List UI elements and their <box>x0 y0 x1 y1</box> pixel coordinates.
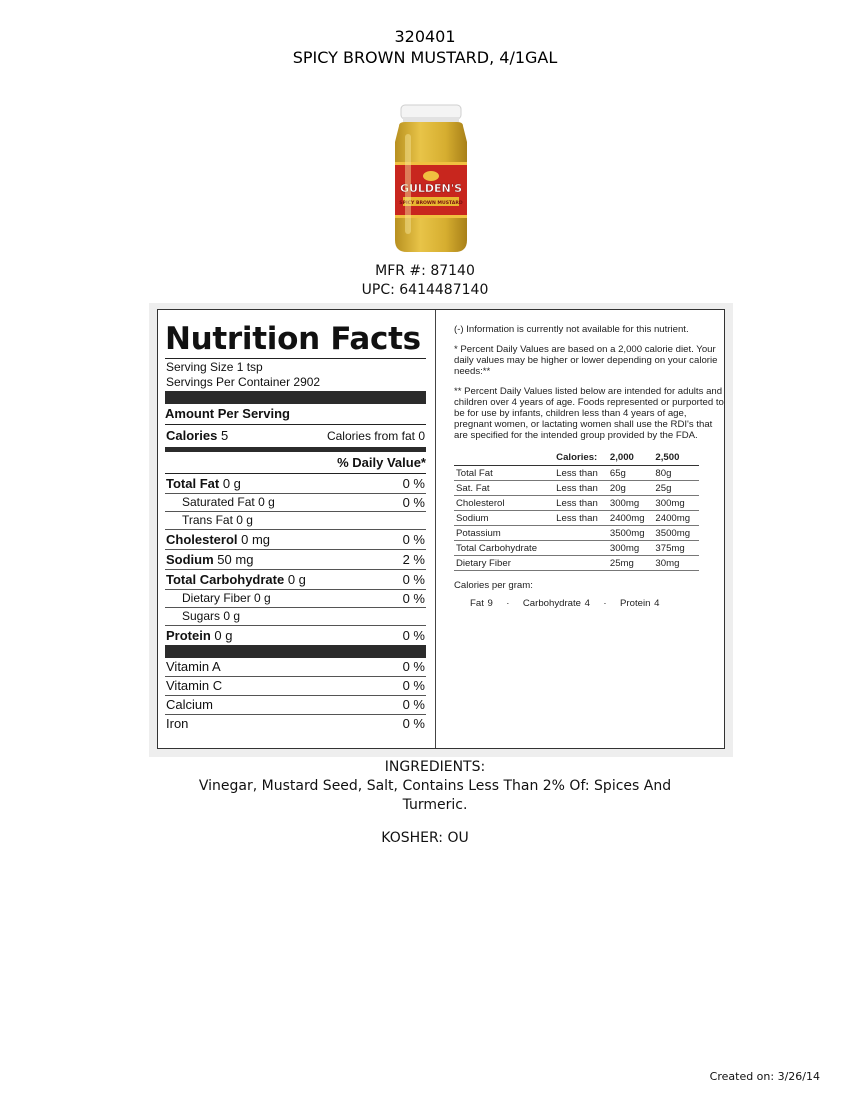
nutrient-amount: 0 g <box>258 495 275 509</box>
nutrient-name: Sugars <box>182 609 221 623</box>
mustard-jar-image <box>389 104 473 254</box>
nutrient-amount: 0 g <box>223 609 241 623</box>
calories-per-gram-values <box>454 598 724 609</box>
rdi-cell: 3500mg <box>608 526 654 541</box>
created-date: Created on: 3/26/14 <box>709 1070 820 1083</box>
nutrient-name: Sodium <box>166 552 214 567</box>
jar-brand-text: GULDEN'S <box>399 182 463 195</box>
vitamin-row-iron <box>165 715 426 733</box>
nutrient-name: Protein <box>166 628 211 643</box>
rdi-cell: 65g <box>608 466 654 481</box>
cpg-separator: · <box>506 598 510 609</box>
vitamin-label: Calcium <box>166 697 213 712</box>
nutrition-facts-column <box>165 316 426 733</box>
nutrient-row-sugars <box>165 608 426 626</box>
vitamin-row-calcium <box>165 696 426 715</box>
daily-value-header: % Daily Value* <box>337 455 426 470</box>
calories-from-fat: Calories from fat 0 <box>326 429 425 443</box>
rdi-cell: Less than <box>554 511 608 526</box>
item-code: 320401 <box>394 27 456 46</box>
calories-label: Calories <box>166 428 218 443</box>
mfr-number: MFR #: 87140 <box>375 263 475 279</box>
rdi-cell: 2400mg <box>608 511 654 526</box>
nutrient-label <box>166 530 270 549</box>
cpg-separator: · <box>603 598 607 609</box>
rdi-cell: 80g <box>653 466 699 481</box>
nutrient-label <box>182 590 271 607</box>
nutrient-row-dietary-fiber <box>165 590 426 608</box>
nutrient-amount: 0 g <box>222 476 241 491</box>
nutrient-amount: 0 g <box>254 591 271 605</box>
rdi-cell: Potassium <box>454 526 554 541</box>
vitamin-label: Iron <box>166 716 189 731</box>
nutrient-amount: 0 g <box>236 513 253 527</box>
note-rdi: ** Percent Daily Values listed below are intended for adults and children over 4 years of age. Foods represented or purported to be for use by infants, children less than 4 years of age, pregnant women, or lactating women shall use the RDI's that are specified for the intended group provided by the FDA. <box>454 386 724 441</box>
nutrient-name: Total Fat <box>166 476 220 491</box>
amount-per-serving: Amount Per Serving <box>165 406 290 421</box>
nutrient-amount: 50 mg <box>217 552 254 567</box>
nutrient-pct: 0 % <box>402 495 425 510</box>
rdi-cell: 375mg <box>653 541 699 556</box>
column-divider <box>435 310 436 748</box>
product-codes <box>0 262 850 300</box>
document-header <box>0 26 850 68</box>
nutrient-label <box>166 550 253 569</box>
cpg-protein: Protein 4 <box>620 598 660 609</box>
serving-size: Serving Size 1 tsp <box>166 360 263 374</box>
divider-thick <box>165 391 426 404</box>
vitamin-label: Vitamin A <box>166 659 221 674</box>
rdi-cell: Sat. Fat <box>454 481 554 496</box>
daily-value-notes <box>454 324 724 609</box>
nutrient-row-trans-fat <box>165 512 426 530</box>
item-name: SPICY BROWN MUSTARD, 4/1GAL <box>292 48 558 67</box>
calories-row <box>165 425 426 447</box>
rdi-cell: Less than <box>554 496 608 511</box>
servings-per-container: Servings Per Container 2902 <box>166 375 321 389</box>
nutrition-label-panel <box>149 303 733 757</box>
rdi-cell: 2400mg <box>653 511 699 526</box>
nutrient-label <box>182 512 253 529</box>
rdi-cell: 30mg <box>653 556 699 571</box>
nutrient-row-protein <box>165 626 426 645</box>
rdi-cell <box>554 526 608 541</box>
nutrient-pct: 0 % <box>402 476 425 491</box>
rdi-header <box>454 450 554 466</box>
rdi-header: 2,000 <box>608 450 654 466</box>
nutrient-name: Dietary Fiber <box>182 591 251 605</box>
rdi-row <box>454 496 699 511</box>
nutrient-name: Trans Fat <box>182 513 233 527</box>
nutrient-pct: 0 % <box>402 572 425 587</box>
rdi-cell: 25mg <box>608 556 654 571</box>
vitamin-label: Vitamin C <box>166 678 223 693</box>
nutrient-pct: 0 % <box>402 628 425 643</box>
rdi-row <box>454 556 699 571</box>
nutrient-row-total-fat <box>165 474 426 494</box>
kosher-info: KOSHER: OU <box>381 830 469 846</box>
nutrient-name: Total Carbohydrate <box>166 572 285 587</box>
vitamin-list <box>165 658 426 733</box>
calories-value: 5 <box>220 428 229 443</box>
nutrient-name: Saturated Fat <box>182 495 255 509</box>
ingredients-text: Vinegar, Mustard Seed, Salt, Contains Less Than 2% Of: Spices And Turmeric. <box>198 778 672 813</box>
nutrient-label <box>182 608 240 625</box>
vitamin-pct: 0 % <box>402 716 425 731</box>
rdi-cell <box>554 556 608 571</box>
rdi-cell: Cholesterol <box>454 496 554 511</box>
nutrient-label <box>166 570 306 589</box>
rdi-row <box>454 481 699 496</box>
nutrient-amount: 0 g <box>287 572 306 587</box>
vitamin-pct: 0 % <box>402 678 425 693</box>
cpg-fat: Fat 9 <box>470 598 493 609</box>
rdi-row <box>454 541 699 556</box>
nutrient-row-cholesterol <box>165 530 426 550</box>
serving-info <box>165 359 426 391</box>
nutrient-pct: 0 % <box>402 591 425 606</box>
nutrition-facts-title: Nutrition Facts <box>165 321 421 357</box>
ingredients-heading: INGREDIENTS: <box>384 759 486 775</box>
rdi-cell: Total Fat <box>454 466 554 481</box>
calories-per-gram-label: Calories per gram: <box>454 580 533 591</box>
nutrient-name: Cholesterol <box>166 532 238 547</box>
vitamin-pct: 0 % <box>402 697 425 712</box>
rdi-table <box>454 450 699 571</box>
rdi-header-row <box>454 450 699 466</box>
nutrient-row-total-carbohydrate <box>165 570 426 590</box>
rdi-cell: 25g <box>653 481 699 496</box>
rdi-row <box>454 526 699 541</box>
rdi-row <box>454 466 699 481</box>
rdi-cell: 300mg <box>608 541 654 556</box>
vitamin-row-c <box>165 677 426 696</box>
rdi-header: 2,500 <box>653 450 699 466</box>
rdi-header: Calories: <box>554 450 608 466</box>
nutrient-label <box>166 626 233 645</box>
jar-sub-text: SPICY BROWN MUSTARD <box>399 201 463 206</box>
rdi-row <box>454 511 699 526</box>
nutrition-label <box>157 309 725 749</box>
rdi-cell: 20g <box>608 481 654 496</box>
nutrient-amount: 0 g <box>214 628 233 643</box>
note-percent-dv: * Percent Daily Values are based on a 2,000 calorie diet. Your daily values may be higher or lower depending on your calorie needs:** <box>454 344 718 377</box>
rdi-cell: Dietary Fiber <box>454 556 554 571</box>
rdi-cell: 300mg <box>653 496 699 511</box>
nutrient-label <box>182 494 275 511</box>
rdi-cell: 3500mg <box>653 526 699 541</box>
nutrient-pct: 2 % <box>402 552 425 567</box>
nutrient-row-sodium <box>165 550 426 570</box>
divider-thick <box>165 645 426 658</box>
vitamin-row-a <box>165 658 426 677</box>
rdi-cell <box>554 541 608 556</box>
nutrient-amount: 0 mg <box>241 532 271 547</box>
rdi-cell: Sodium <box>454 511 554 526</box>
nutrient-pct: 0 % <box>402 532 425 547</box>
nutrient-row-saturated-fat <box>165 494 426 512</box>
rdi-cell: Total Carbohydrate <box>454 541 554 556</box>
nutrient-label <box>166 474 241 493</box>
ingredients-section <box>170 758 700 815</box>
rdi-cell: Less than <box>554 466 608 481</box>
note-unavailable: (-) Information is currently not available for this nutrient. <box>454 324 689 335</box>
rdi-cell: 300mg <box>608 496 654 511</box>
rdi-cell: Less than <box>554 481 608 496</box>
calories-cell <box>166 425 228 446</box>
upc-number: UPC: 6414487140 <box>361 282 489 298</box>
cpg-carb: Carbohydrate 4 <box>522 598 591 609</box>
vitamin-pct: 0 % <box>402 659 425 674</box>
